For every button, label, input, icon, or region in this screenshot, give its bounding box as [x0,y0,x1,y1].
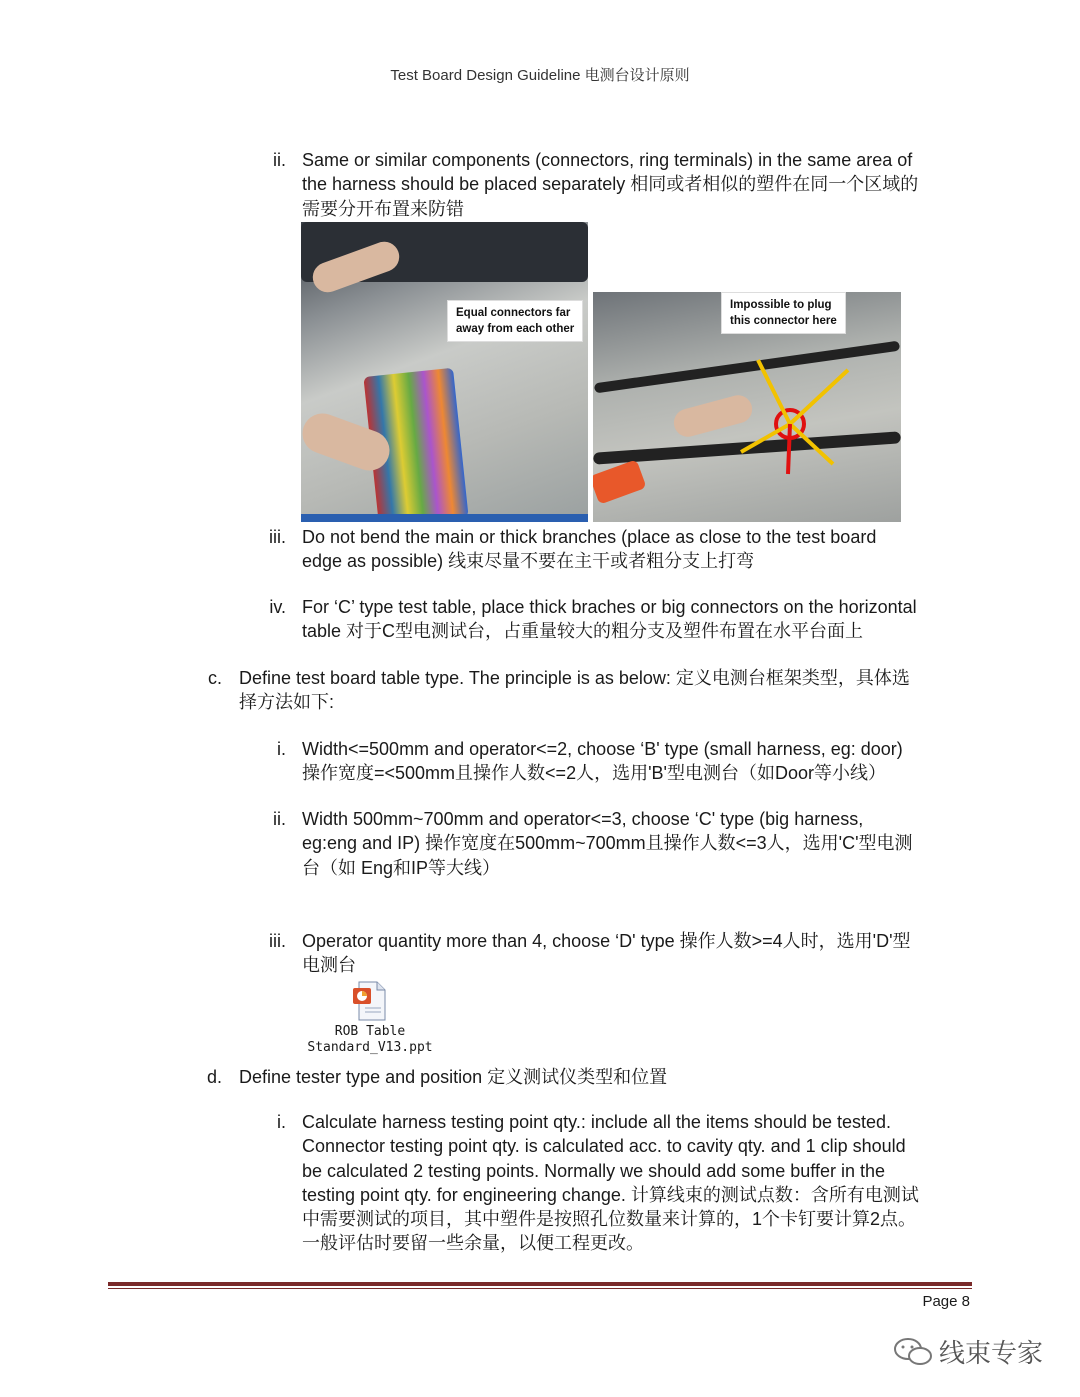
item-number: i. [277,739,286,759]
text-line: 中需要测试的项目，其中塑件是按照孔位数量来计算的，1个卡钉要计算2点。 [302,1209,917,1230]
file-name-line: Standard_V13.ppt [307,1040,433,1055]
item-number: ii. [273,150,286,170]
item-number: i. [277,1112,286,1132]
item-number: ii. [273,809,286,829]
file-name-line: ROB Table [334,1024,406,1039]
watermark [893,1333,1043,1370]
text-line: Operator quantity more than 4, choose ‘D' type 操作人数>=4人时，选用'D'型 [302,931,911,951]
arrow-icon [758,360,790,424]
paragraph-define-tester [239,1065,667,1089]
footer-rule [108,1282,972,1286]
item-number: iii. [269,527,286,547]
photo-harness-left [301,222,588,522]
text-line: edge as possible) 线束尽量不要在主干或者粗分支上打弯 [302,551,755,572]
text-line: 台（如 Eng和IP等大线） [302,857,501,878]
text-line: table 对于C型电测试台，占重量较大的粗分支及塑件布置在水平台面上 [302,621,864,642]
callout-line: away from each other [456,323,575,335]
item-letter: d. [206,1067,222,1087]
text-line: For ‘C’ type test table, place thick braches or big connectors on the horizontal [302,597,917,617]
arrow-icon [790,370,848,424]
text-line: be calculated 2 testing points. Normally we should add some buffer in the [302,1160,886,1181]
wechat-icon [893,1337,933,1367]
item-number: iii. [269,931,286,951]
text-line: Width 500mm~700mm and operator<=3, choose ‘C' type (big harness, [302,809,864,829]
paragraph-d-type [302,929,911,978]
paragraph-c-type-table [302,807,913,880]
paragraph-define-table-type [239,666,910,715]
text-line: Same or similar components (connectors, ring terminals) in the same area of [302,150,913,170]
callout-line: this connector here [730,315,837,327]
powerpoint-file-icon [349,980,391,1022]
text-line: Width<=500mm and operator<=2, choose ‘B' type (small harness, eg: door) [302,739,903,759]
text-line: testing point qty. for engineering change. 计算线束的测试点数：含所有电测试 [302,1184,919,1205]
text-line: 择方法如下: [239,692,335,713]
arrow-icon [788,424,790,474]
paragraph-do-not-bend [302,525,876,574]
text-line: 操作宽度=<500mm且操作人数<=2人，选用'B'型电测台（如Door等小线） [302,763,886,784]
text-line: the harness should be placed separately 相同或者相似的塑件在同一个区域的 [302,174,919,195]
callout-line: Equal connectors far [456,307,571,319]
text-line: Do not bend the main or thick branches (place as close to the test board [302,527,877,547]
paragraph-same-components [302,148,918,221]
callout-line: Impossible to plug [730,299,832,311]
text-line: 一般评估时要留一些余量，以便工程更改。 [302,1233,644,1254]
text-line: Connector testing point qty. is calculated acc. to cavity qty. and 1 clip should [302,1136,906,1157]
callout-impossible-plug [721,292,846,334]
item-letter: c. [207,668,222,688]
page-number: Page 8 [922,1293,970,1310]
text-line: Define tester type and position 定义测试仪类型和位置 [239,1067,668,1087]
text-line: Calculate harness testing point qty.: include all the items should be tested. [302,1112,892,1132]
text-line: 电测台 [302,955,356,976]
text-line: 需要分开布置来防错 [302,198,464,219]
footer-rule-thin [108,1288,972,1289]
page-header: Test Board Design Guideline 电测台设计原则 [390,67,690,84]
arrow-icon [790,424,833,464]
paragraph-testing-points [302,1110,919,1256]
item-number: iv. [269,597,286,617]
text-line: eg:eng and IP) 操作宽度在500mm~700mm且操作人数<=3人，选用'C'型电测 [302,833,913,854]
watermark-text: 线束专家 [939,1338,1044,1368]
attachment-rob-table-ppt[interactable] [300,980,440,1056]
text-line: Define test board table type. The principle is as below: 定义电测台框架类型，具体选 [239,668,910,688]
paragraph-b-type [302,737,903,786]
callout-equal-connectors [447,300,583,342]
paragraph-c-type [302,595,917,644]
